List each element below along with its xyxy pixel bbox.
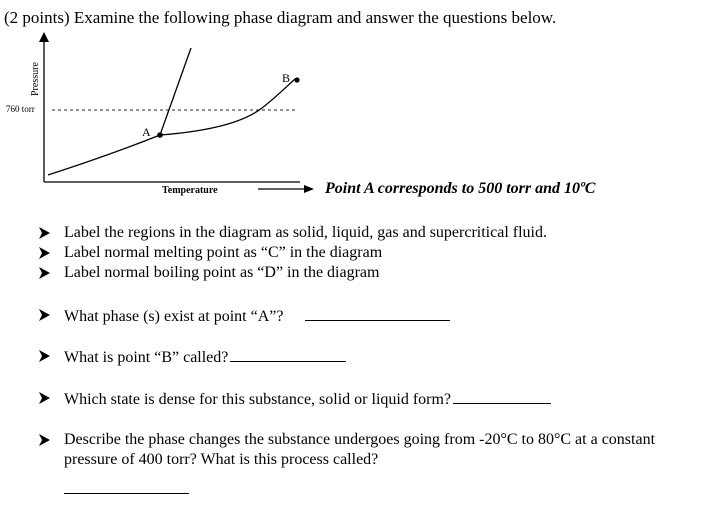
bullet-arrow-icon bbox=[38, 223, 52, 243]
answer-blank[interactable] bbox=[305, 305, 450, 321]
question-text: What is point “B” called? bbox=[64, 346, 346, 368]
answer-blank[interactable] bbox=[453, 388, 551, 404]
liquid-gas-curve bbox=[160, 79, 295, 135]
bullet-arrow-icon bbox=[38, 243, 52, 263]
point-b-dot bbox=[294, 77, 299, 82]
point-a-dot bbox=[157, 132, 163, 138]
x-axis-label: Temperature bbox=[162, 185, 218, 196]
question-text: What phase (s) exist at point “A”? bbox=[64, 305, 450, 327]
question-title: (2 points) Examine the following phase diagram and answer the questions below. bbox=[4, 8, 557, 27]
instruction-text: Label the regions in the diagram as solid, liquid, gas and supercritical fluid. bbox=[64, 224, 547, 241]
solid-gas-curve bbox=[48, 135, 160, 175]
bullet-arrow-icon bbox=[38, 346, 52, 366]
bullet-arrow-icon bbox=[38, 388, 52, 408]
point-a-note: Point A corresponds to 500 torr and 10ºC bbox=[325, 180, 596, 197]
y-axis-arrow-icon bbox=[39, 32, 49, 42]
bullet-arrow-icon bbox=[38, 430, 52, 450]
phase-diagram bbox=[0, 28, 320, 196]
bullet-arrow-icon bbox=[38, 263, 52, 283]
bullet-arrow-icon bbox=[38, 305, 52, 325]
y-axis-label: Pressure bbox=[30, 62, 41, 96]
point-a-label: A bbox=[142, 125, 151, 139]
instruction-text: Label normal boiling point as “D” in the diagram bbox=[64, 264, 380, 281]
instruction-text: Label normal melting point as “C” in the diagram bbox=[64, 244, 383, 261]
solid-liquid-line bbox=[160, 48, 191, 135]
point-b-label: B bbox=[282, 71, 291, 85]
temperature-arrow-icon bbox=[304, 185, 314, 193]
answer-blank[interactable] bbox=[64, 493, 189, 494]
question-text: Describe the phase changes the substance undergoes going from -20°C to 80°C at a constant pressure of 400 torr? What is this process called? bbox=[64, 431, 656, 468]
answer-blank[interactable] bbox=[230, 346, 346, 362]
question-text: Which state is dense for this substance, solid or liquid form? bbox=[64, 388, 551, 410]
reference-760-label: 760 torr bbox=[6, 104, 35, 114]
